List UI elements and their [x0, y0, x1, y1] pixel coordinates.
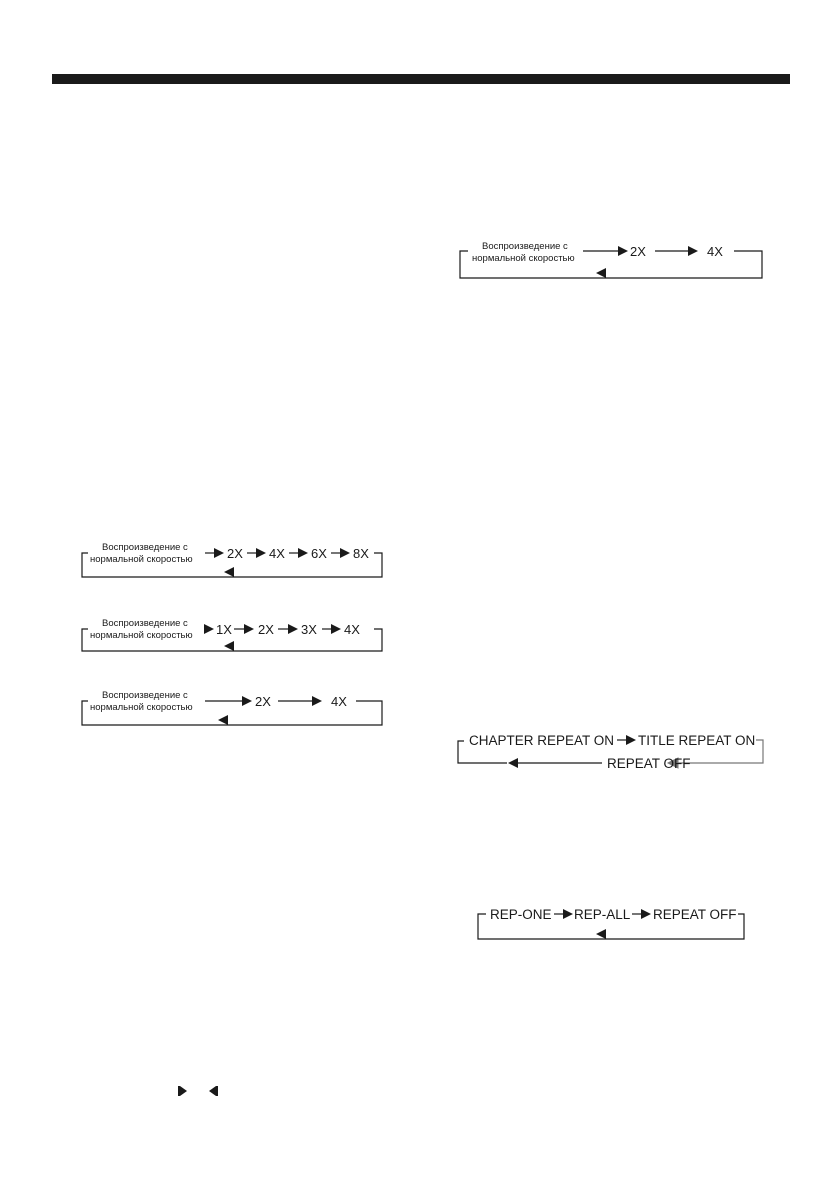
diagram-step-4x: 4X: [344, 622, 360, 637]
diagram-step-2x: 2X: [255, 694, 271, 709]
diagram-start-label-line1: Воспроизведение с: [102, 542, 188, 553]
diagram-start-label-line1: Воспроизведение с: [102, 690, 188, 701]
slow-speed-diagram: [72, 611, 392, 661]
repeat-step-one: REP-ONE: [490, 907, 552, 922]
return-arrow: [218, 715, 228, 725]
step-forward-icon: [177, 1085, 189, 1097]
diagram-step-3x: 3X: [301, 622, 317, 637]
repeat-step-title: TITLE REPEAT ON: [638, 733, 756, 748]
step-back-icon: [207, 1085, 219, 1097]
scan-speed-diagram-top: [450, 230, 770, 290]
repeat-step-chapter: CHAPTER REPEAT ON: [469, 733, 615, 748]
diagram-step-2x: 2X: [227, 546, 243, 561]
header-rule: [52, 74, 790, 84]
diagram-start-label-line2: нормальной скоростью: [90, 630, 193, 641]
repeat-step-off: REPEAT OFF: [653, 907, 737, 922]
repeat-step-off: REPEAT OFF: [607, 756, 691, 771]
diagram-start-label-line1: Воспроизведение с: [102, 618, 188, 629]
step-icons: [177, 1083, 219, 1099]
diagram-start-label-line2: нормальной скоростью: [90, 702, 193, 713]
diagram-step-2x: 2X: [630, 244, 646, 259]
fast-speed-diagram: [72, 535, 392, 585]
return-arrow: [596, 929, 606, 939]
diagram-step-2x: 2X: [258, 622, 274, 637]
return-arrow: [596, 268, 606, 278]
diagram-step-6x: 6X: [311, 546, 327, 561]
diagram-step-4x: 4X: [331, 694, 347, 709]
diagram-start-label-line1: Воспроизведение с: [482, 241, 568, 252]
diagram-step-4x: 4X: [269, 546, 285, 561]
diagram-start-label-line2: нормальной скоростью: [472, 253, 575, 264]
return-arrow: [508, 758, 518, 768]
diagram-start-label-line2: нормальной скоростью: [90, 554, 193, 565]
diagram-step-4x: 4X: [707, 244, 723, 259]
diagram-step-8x: 8X: [353, 546, 369, 561]
dvd-repeat-diagram: [452, 730, 772, 776]
cd-repeat-diagram: [470, 903, 760, 947]
step-speed-diagram: [72, 683, 392, 733]
return-arrow: [224, 567, 234, 577]
diagram-step-1x: 1X: [216, 622, 232, 637]
repeat-step-all: REP-ALL: [574, 907, 631, 922]
return-arrow: [224, 641, 234, 651]
